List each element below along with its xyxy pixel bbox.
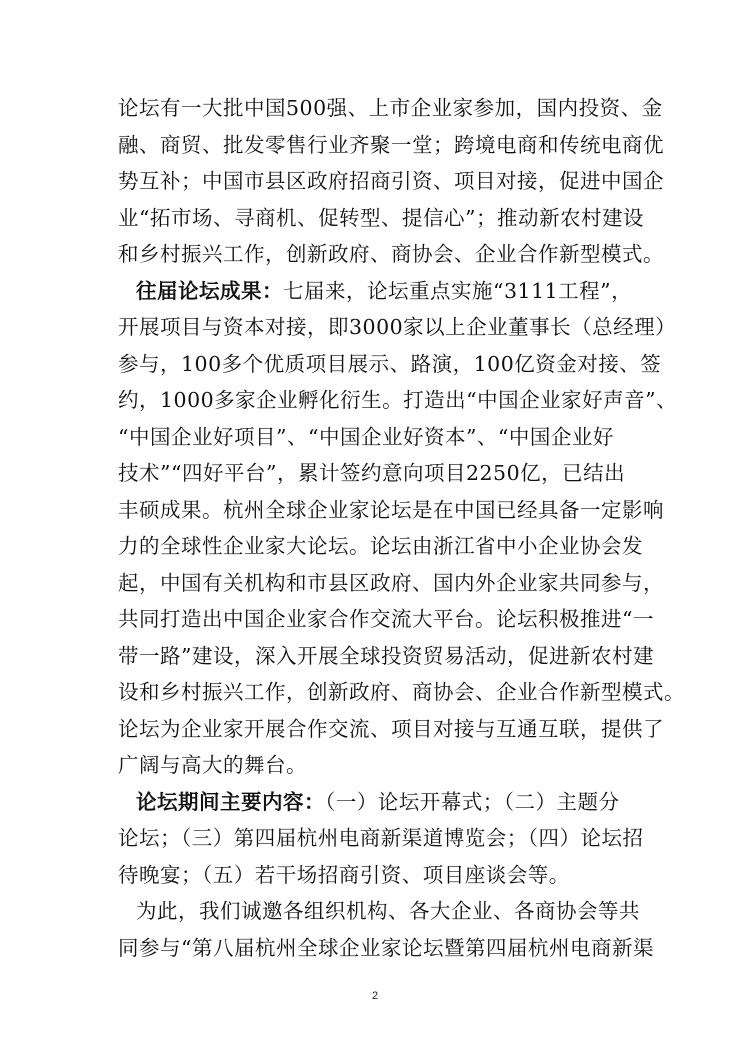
text-line: 约，1000多家企业孵化衍生。打造出“中国企业家好声音”、	[118, 388, 678, 412]
text-line: 同参与“第八届杭州全球企业家论坛暨第四届杭州电商新渠	[118, 935, 654, 960]
text-line: 待晚宴；（五）若干场招商引资、项目座谈会等。	[118, 862, 570, 887]
text-line: 技术”“四好平台”，累计签约意向项目2250亿，已结出	[118, 461, 626, 485]
text-line: 为此，我们诚邀各组织机构、各大企业、各商协会等共	[136, 899, 640, 923]
paragraph-invitation	[118, 893, 654, 966]
text-line: 论坛有一大批中国500强、上市企业家参加，国内投资、金	[118, 96, 663, 120]
text-line: 带一路”建设，深入开展全球投资贸易活动，促进新农村建	[118, 643, 654, 668]
text-line: 参与，100多个优质项目展示、路演，100亿资金对接、签	[118, 351, 662, 376]
text-line: 业“拓市场、寻商机、促转型、提信心”；推动新农村建设	[118, 205, 644, 230]
section-heading: 论坛期间主要内容：	[136, 789, 325, 814]
paragraph-past-achievements	[118, 273, 685, 784]
text-line: 起，中国有关机构和市县区政府、国内外企业家共同参与，	[118, 570, 664, 595]
section-heading: 往届论坛成果：	[136, 278, 283, 303]
text-line: 共同打造出中国企业家合作交流大平台。论坛积极推进“一	[118, 607, 654, 631]
text-line: 设和乡村振兴工作，创新政府、商协会、企业合作新型模式。	[118, 680, 685, 704]
text-line: 广阔与高大的舞台。	[118, 753, 307, 777]
paragraph-forum-participants	[118, 90, 664, 273]
text-line: “中国企业好项目”、“中国企业好资本”、“中国企业好	[118, 424, 614, 449]
text-line: 开展项目与资本对接，即3000家以上企业董事长（总经理）	[118, 315, 677, 339]
text-line: 论坛；（三）第四届杭州电商新渠道博览会；（四）论坛招	[118, 826, 644, 850]
page-number: 2	[371, 990, 379, 1002]
body-text	[118, 90, 685, 966]
text-line: 融、商贸、批发零售行业齐聚一堂；跨境电商和传统电商优	[118, 132, 664, 157]
text-line	[118, 273, 640, 310]
text-run: 七届来，论坛重点实施“3111工程”，	[283, 278, 633, 303]
text-line	[118, 784, 640, 821]
text-line: 论坛为企业家开展合作交流、项目对接与互通互联，提供了	[118, 716, 664, 741]
text-line: 势互补；中国市县区政府招商引资、项目对接，促进中国企	[118, 169, 664, 193]
text-line: 丰硕成果。杭州全球企业家论坛是在中国已经具备一定影响	[118, 497, 664, 522]
text-run: （一）论坛开幕式；（二）主题分	[325, 789, 620, 814]
text-line: 力的全球性企业家大论坛。论坛由浙江省中小企业协会发	[118, 534, 643, 558]
paragraph-main-content	[118, 784, 644, 894]
text-line: 和乡村振兴工作，创新政府、商协会、企业合作新型模式。	[118, 242, 664, 266]
